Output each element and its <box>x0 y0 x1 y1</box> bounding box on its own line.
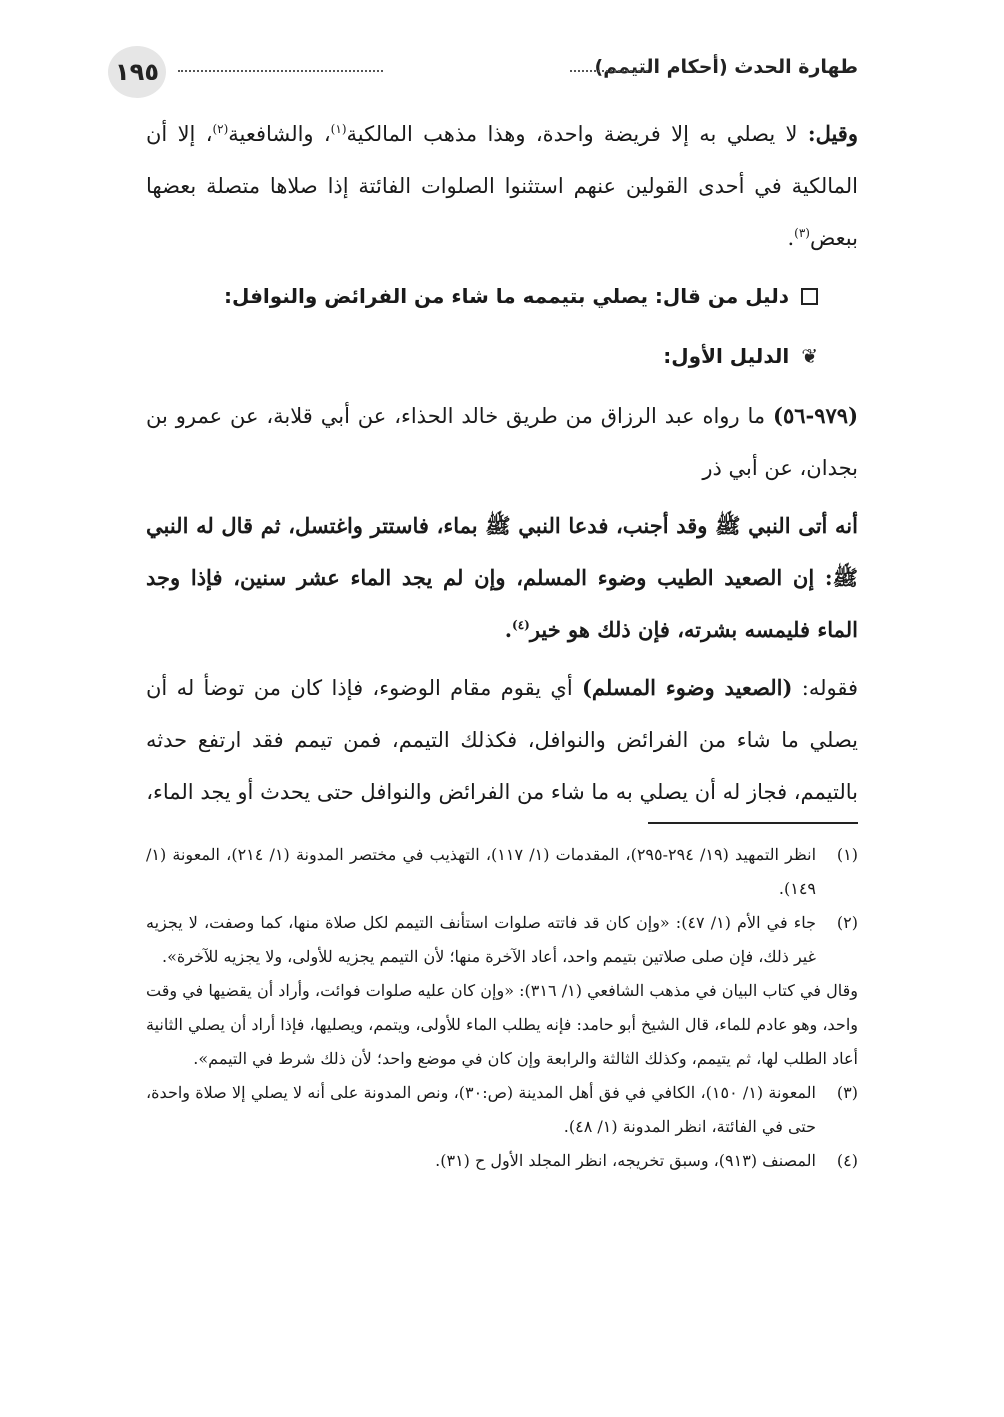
square-bullet-icon <box>801 288 818 305</box>
paragraph-1-lead: وقيل: <box>807 121 858 146</box>
header-dotted-rule-right <box>570 70 648 72</box>
paragraph-4-text: أي يقوم مقام الوضوء، فإذا كان من توضأ له أن يصلي ما شاء من الفرائض والنوافل، فكذلك التيمم، فمن تيمم فقد ارتفع حدثه بالتيمم، فجاز له أن يصلي به ما شاء من الفرائض والنوافل حتى يحدث أو يجد الماء، <box>146 676 858 804</box>
paragraph-1-text-a: لا يصلي به إلا فريضة واحدة، وهذا مذهب المالكية <box>346 122 808 146</box>
hadith-text-end: . <box>504 617 513 642</box>
footnote-4-text: المصنف (٩١٣)، وسبق تخريجه، انظر المجلد الأول ح (٣١). <box>435 1151 816 1170</box>
leaf-bullet-icon: ❦ <box>801 344 818 368</box>
heading-1-text: دليل من قال: يصلي بتيممه ما شاء من الفرائض والنوافل: <box>223 284 789 308</box>
footnote-2 <box>146 906 858 974</box>
footnote-ref-1[interactable]: (١) <box>330 122 347 136</box>
footnote-4 <box>146 1144 858 1178</box>
paragraph-1-text-b: ، والشافعية <box>228 122 331 146</box>
section-heading-evidence <box>146 270 858 322</box>
footnote-2-number: (٢) <box>836 913 858 932</box>
footnotes <box>146 838 858 1178</box>
footnote-ref-3[interactable]: (٣) <box>794 226 810 240</box>
paragraph-1-text-c: ، إلا أن المالكية في أحدى القولين عنهم استثنوا الصلوات الفائتة إذا صلاها متصلة بعضها ببعض <box>146 122 858 250</box>
header-dotted-rule-left <box>178 70 383 72</box>
paragraph-2-text: ما رواه عبد الرزاق من طريق خالد الحذاء، عن أبي قلابة، عن عمرو بن بجدان، عن أبي ذر <box>146 404 858 480</box>
page-number-badge: ١٩٥ <box>108 46 166 98</box>
footnote-2-text: جاء في الأم (١/ ٤٧): «وإن كان قد فاتته صلوات استأنف التيمم لكل صلاة منها، كما وصفت، لا يجزيه غير ذلك، فإن صلى صلاتين بتيمم واحد، أعاد الآخرة منها؛ لأن التيمم يجزيه للأولى، ولا يجزيه للآخرة». <box>146 913 817 966</box>
paragraph-2 <box>146 390 858 494</box>
footnote-ref-2[interactable]: (٢) <box>212 122 229 136</box>
main-text <box>146 108 858 824</box>
footnote-ref-4[interactable]: (٤) <box>512 618 530 632</box>
paragraph-4-lead: فقوله: <box>792 676 858 700</box>
footnote-3 <box>146 1076 858 1144</box>
heading-2-text: الدليل الأول: <box>663 344 790 368</box>
footnote-3-text: المعونة (١/ ١٥٠)، الكافي في فق أهل المدينة (ص:٣٠)، ونص المدونة على أنه لا يصلي إلا صلاة واحدة، حتى في الفائتة، انظر المدونة (١/ ٤٨). <box>146 1083 816 1136</box>
footnote-3-number: (٣) <box>836 1083 858 1102</box>
paragraph-1 <box>146 108 858 264</box>
footnote-2-continuation: وقال في كتاب البيان في مذهب الشافعي (١/ ٣١٦): «وإن كان عليه صلوات فوائت، وأراد أن يقضيها في وقت واحد، وهو عادم للماء، قال الشيخ أبو حامد: فإنه يطلب الماء للأولى، ويتمم، ويصليها، فإذا أراد أن يصلي الثانية أعاد الطلب لها، ثم يتيمم، وكذلك الثالثة والرابعة وإن كان في موضع واحد؛ لأن ذلك شرط في التيمم». <box>146 981 858 1068</box>
footnote-1-number: (١) <box>836 845 858 864</box>
paragraph-4-quote: (الصعيد وضوء المسلم) <box>581 675 793 700</box>
footnote-1 <box>146 838 858 906</box>
hadith-number: (٩٧٩-٥٦) <box>773 403 858 428</box>
footnote-separator <box>648 822 858 824</box>
running-title: طهارة الحدث (أحكام التيمم) <box>594 56 858 78</box>
paragraph-1-text-d: . <box>787 226 795 250</box>
section-heading-first-proof <box>146 330 858 382</box>
hadith-text <box>146 500 858 656</box>
hadith-text-body: أنه أتى النبي ﷺ وقد أجنب، فدعا النبي ﷺ بماء، فاستتر واغتسل، ثم قال له النبي ﷺ: إن الصعيد الطيب وضوء المسلم، وإن لم يجد الماء عشر سنين، فإذا وجد الماء فليمسه بشرته، فإن ذلك هو خير <box>146 513 858 642</box>
footnote-1-text: انظر التمهيد (١٩/ ٢٩٤-٢٩٥)، المقدمات (١/ ١١٧)، التهذيب في مختصر المدونة (١/ ٢١٤)، المعونة (١/ ١٤٩). <box>146 845 817 898</box>
footnote-4-number: (٤) <box>836 1151 858 1170</box>
paragraph-4 <box>146 662 858 818</box>
page-header <box>108 46 858 102</box>
